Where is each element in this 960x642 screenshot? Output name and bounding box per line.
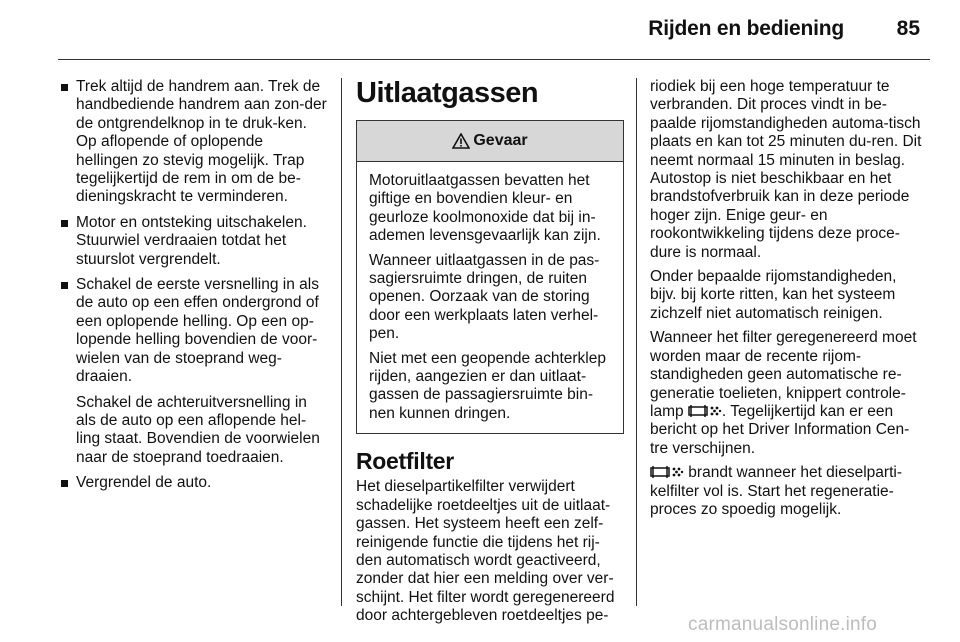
warning-paragraph: Motoruitlaatgassen bevatten het giftige en bovendien kleur- en geurloze koolmonoxide dat bij in-ademen levensgevaarlijk kan zijn. bbox=[369, 172, 601, 245]
diesel-particulate-filter-icon bbox=[688, 404, 722, 418]
warning-paragraph: Wanneer uitlaatgassen in de pas-sagiersruimte dringen, de ruiten openen. Oorzaak van de storing door een werkplaats laten verhel-pen. bbox=[369, 251, 600, 343]
warning-header bbox=[357, 121, 623, 162]
bullet-square-icon bbox=[61, 84, 68, 91]
warning-paragraph: Niet met een geopende achterklep rijden, aangezien er dan uitlaat-gassen de passagiersruimte bin-nen kunnen dringen. bbox=[369, 349, 606, 422]
bullet-text: Trek altijd de handrem aan. Trek de handbediende handrem aan zon-der de ontgrendelknop in te druk-ken. Op aflopende of oplopende hellingen zo stevig mogelijk. Trap tegelijkertijd de rem in om de be-dieningskracht te verminderen. bbox=[76, 78, 327, 206]
body-paragraph: riodiek bij een hoge temperatuur te verbranden. Dit proces vindt in be-paalde rijomstandigheden automa-tisch plaats en kan tot 25 minuten du-ren. Dit neemt normaal 15 minuten in beslag. Autostop is niet beschikbaar en het brandstofverbruik kan in deze periode hoger zijn. Enige geur- en rookontwikkeling tijdens deze proce-dure is normaal. bbox=[650, 78, 922, 261]
column-left bbox=[60, 78, 328, 500]
bullet-item bbox=[60, 78, 328, 207]
warning-triangle-icon bbox=[452, 133, 470, 149]
diesel-particulate-filter-icon bbox=[650, 465, 684, 479]
column-divider bbox=[341, 78, 342, 606]
bullet-text: Motor en ontsteking uitschakelen. Stuurwiel verdraaien totdat het stuurslot vergrendelt. bbox=[76, 213, 307, 268]
header-rule bbox=[58, 59, 930, 60]
section-heading: Uitlaatgassen bbox=[356, 77, 539, 109]
header-title: Rijden en bediening bbox=[648, 17, 844, 40]
bullet-square-icon bbox=[61, 480, 68, 487]
bullet-item bbox=[60, 214, 328, 269]
bullet-square-icon bbox=[61, 220, 68, 227]
bullet-square-icon bbox=[61, 282, 68, 289]
watermark: carmanualsonline.info bbox=[688, 614, 878, 635]
page-number: 85 bbox=[896, 17, 920, 40]
bullet-item bbox=[60, 276, 328, 386]
warning-title: Gevaar bbox=[473, 131, 528, 149]
body-paragraph: Onder bepaalde rijomstandigheden, bijv. bij korte ritten, kan het systeem zichzelf niet automatisch reinigen. bbox=[650, 268, 897, 322]
paragraph-text: . Tegelijkertijd kan er een bericht op het Driver Information Cen-tre verschijnen. bbox=[650, 402, 910, 457]
paragraph-text: brandt wanneer het dieselparti-kelfilter vol is. Start het regeneratie-proces zo spoedig mogelijk. bbox=[650, 464, 902, 518]
column-divider bbox=[636, 78, 637, 606]
column-middle bbox=[356, 78, 624, 632]
paragraph-text: Wanneer het filter geregenereerd moet worden maar de recente rijom-standigheden geen automatische re-generatie toelieten, knippert controle-lamp bbox=[650, 329, 917, 420]
bullet-subparagraph: Schakel de achteruitversnelling in als de auto op een aflopende hel-ling staat. Bovendien de voorwielen naar de stoeprand toedraaien. bbox=[76, 393, 320, 466]
bullet-text: Vergrendel de auto. bbox=[76, 474, 212, 492]
body-paragraph bbox=[650, 464, 924, 519]
body-paragraph: Het dieselpartikelfilter verwijdert schadelijke roetdeeltjes uit de uitlaat-gassen. Het systeem heeft een zelf-reinigende functie die tijdens het rij-den automatisch wordt geactiveerd, zonder dat hier een melding over ver-schijnt. Het filter wordt geregenereerd door achtergebleven roetdeeltjes pe- bbox=[356, 478, 615, 625]
body-paragraph bbox=[650, 329, 924, 458]
subsection-heading: Roetfilter bbox=[356, 448, 454, 475]
warning-box bbox=[356, 120, 624, 434]
warning-body bbox=[357, 162, 623, 433]
bullet-item bbox=[60, 474, 328, 492]
column-right bbox=[650, 78, 924, 525]
bullet-text: Schakel de eerste versnelling in als de auto op een effen ondergrond of een oplopende helling. Op een op-lopende helling bovendien de voor-wielen van de stoeprand weg-draaien. bbox=[76, 276, 319, 386]
